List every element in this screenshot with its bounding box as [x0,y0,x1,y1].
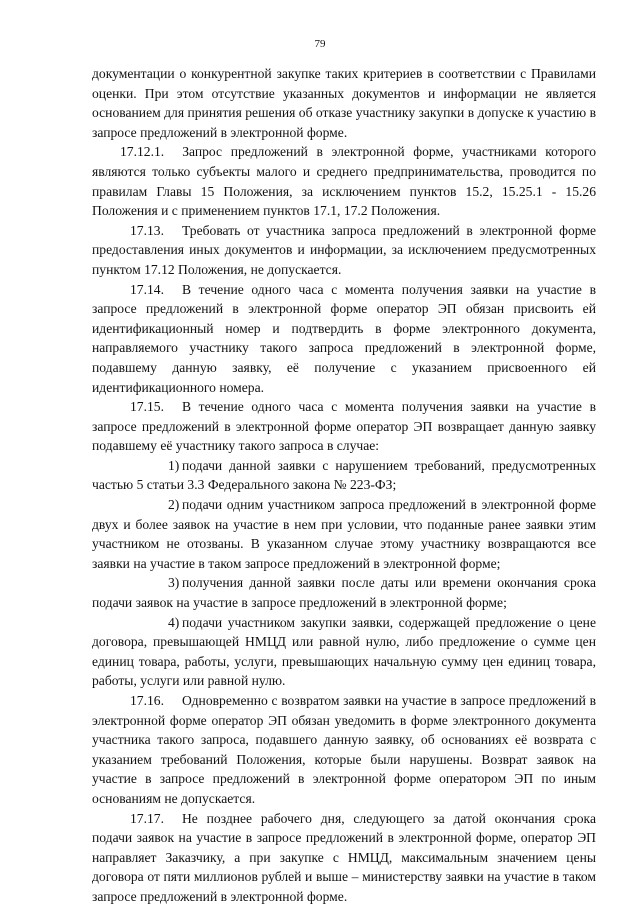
list-item-text: подачи данной заявки с нарушением требований, предусмотренных частью 5 статьи 3.3 Федерального закона № 223-ФЗ; [92,457,596,493]
list-item-4 [92,613,596,691]
paragraph-17-12-1 [92,142,596,220]
paragraph-17-15 [92,397,596,456]
paragraph-text: Не позднее рабочего дня, следующего за датой окончания срока подачи заявок на участие в запросе предложений в электронной форме, оператор ЭП направляет Заказчику, а при закупке с НМЦД, максимальным значением цены договора от пяти миллионов рублей и выше – министерству заявки на участие в таком запросе предложений в электронной форме. [92,810,596,904]
list-item-text: получения данной заявки после даты или времени окончания срока подачи заявок на участие в запросе предложений в электронной форме; [92,575,596,611]
list-item-number: 4) [168,614,180,630]
list-item-3 [92,573,596,612]
paragraph-17-13 [92,221,596,280]
paragraph-text: документации о конкурентной закупке таких критериев в соответствии с Правилами оценки. При этом отсутствие указанных документов и информации не является основанием для принятия решения об отказе участнику закупки в допуске к участию в запросе предложений в электронной форме. [92,66,596,140]
paragraph-17-16 [92,691,596,809]
list-item-1 [92,456,596,495]
paragraph-continuation [92,64,596,142]
paragraph-number: 17.12.1. [120,144,165,160]
list-item-2 [92,495,596,573]
list-item-number: 1) [168,457,180,473]
paragraph-number: 17.15. [130,399,164,415]
list-item-text: подачи участником закупки заявки, содержащей предложение о цене договора, превышающей НМЦД или равной нулю, либо предложение о сумме цен единиц товара, работы, услуги, превышающих начальную сумму цен единиц товара, работы, услуги или равной нулю. [92,614,596,689]
paragraph-text: Требовать от участника запроса предложений в электронной форме предоставления иных документов и информации, за исключением предусмотренных пунктом 17.12 Положения, не допускается. [92,222,596,277]
list-item-text: подачи одним участником запроса предложений в электронной форме двух и более заявок на участие в нем при условии, что поданные ранее заявки этим участником не отозваны. В указанном случае этому участнику возвращаются все заявки на участие в таком запросе предложений в электронной форме; [92,497,596,571]
page-number: 79 [314,38,326,50]
paragraph-text: Одновременно с возвратом заявки на участие в запросе предложений в электронной форме оператор ЭП обязан уведомить в форме электронного документа участника такого запроса, подавшего данную заявку, об основаниях её возврата с указанием требований Положения, которые были нарушены. Возврат заявок на участие в запросе предложений в электронной форме оператором ЭП по иным основаниям не допускается. [92,693,596,806]
paragraph-text: В течение одного часа с момента получения заявки на участие в запросе предложений в электронной форме оператор ЭП обязан присвоить ей идентификационный номер и подтвердить в форме электронного документа, направляемого участнику такого запроса предложений в электронной форме, подавшему данную заявку, её получение с указанием присвоенного ей идентификационного номера. [92,281,596,395]
paragraph-text: В течение одного часа с момента получения заявки на участие в запросе предложений в электронной форме оператор ЭП возвращает данную заявку подавшему её участнику такого запроса в случае: [92,399,596,454]
list-item-number: 3) [168,575,180,591]
document-body [92,64,596,907]
paragraph-number: 17.16. [130,693,164,708]
paragraph-number: 17.14. [130,281,164,297]
paragraph-17-14 [92,280,596,398]
paragraph-number: 17.17. [130,810,164,826]
paragraph-text: Запрос предложений в электронной форме, участниками которого являются только субъекты малого и среднего предпринимательства, проводится по правилам Главы 15 Положения, за исключением пунктов 15.2, 15.25.1 - 15.26 Положения и с применением пунктов 17.1, 17.2 Положения. [92,144,596,219]
list-item-number: 2) [168,497,180,513]
paragraph-number: 17.13. [130,222,164,238]
paragraph-17-17 [92,809,596,907]
